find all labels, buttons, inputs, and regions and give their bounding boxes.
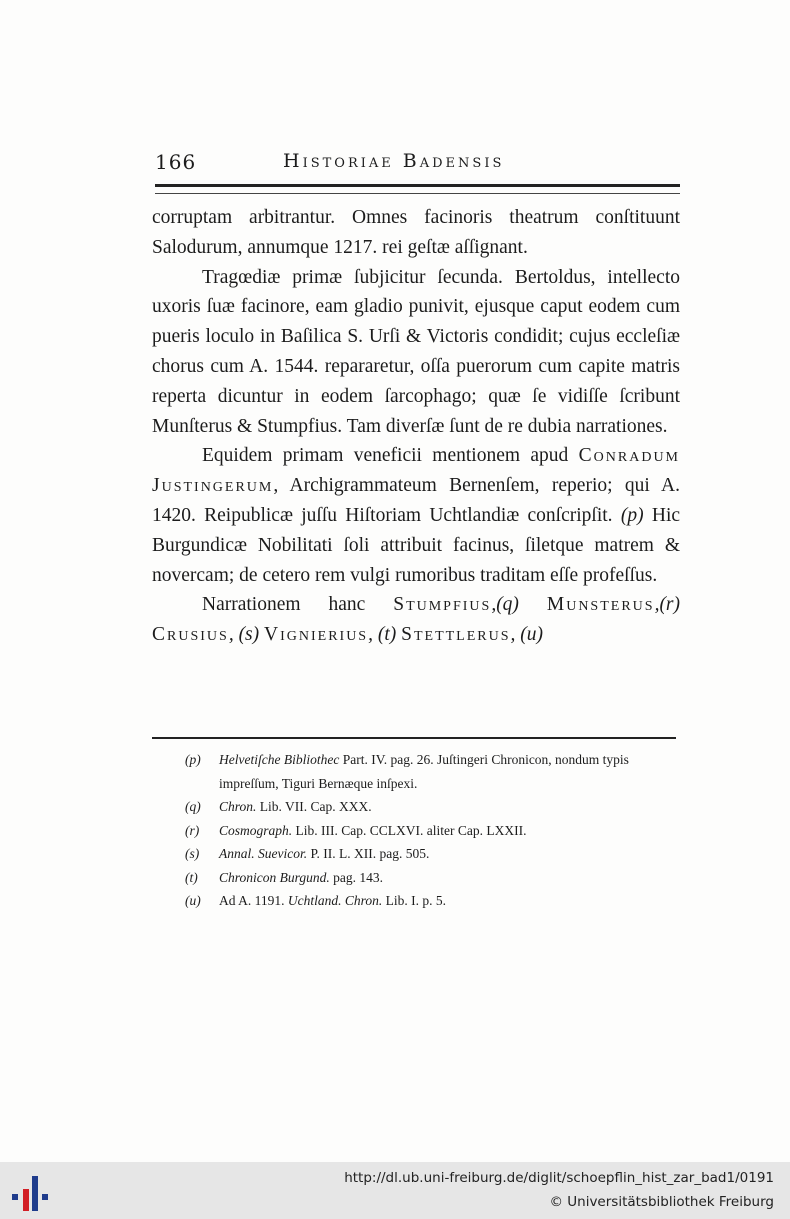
- paragraph-continuation: corruptam arbitrantur. Omnes facinoris theatrum conſtituunt Salodurum, annumque 1217. rei geſtæ aſſignant.: [152, 207, 680, 258]
- paragraph-narrationem: [152, 590, 680, 650]
- paragraph-text: , Archigrammateum Bernenſem, reperio; qui A. 1420. Reipublicæ juſſu Hiſtoriam Uchtlandiæ conſcripſit.: [152, 475, 680, 526]
- author-name: Vignierius: [264, 624, 369, 646]
- footnote-text: Part. IV. pag. 26. Juſtingeri Chronicon, nondum typis impreſſum, Tiguri Bernæque inſpexi.: [219, 752, 629, 791]
- footnote-mark: (t): [185, 869, 198, 885]
- paragraph-text: Hic Burgundicæ Nobilitati ſoli attribuit facinus, ſiletque matrem & novercam; de cetero rem vulgi rumoribus traditam eſſe profeſſus.: [152, 504, 681, 586]
- paragraph-equidem: [152, 441, 680, 590]
- footnote-reference: , (t): [368, 624, 397, 646]
- footnote-reference: ,(q): [491, 594, 519, 616]
- footnote-title: Uchtland. Chron.: [287, 893, 383, 908]
- footnote-mark: (q): [185, 799, 201, 814]
- page-header: [155, 150, 680, 180]
- footnote-q: [185, 795, 685, 819]
- permalink-url[interactable]: http://dl.ub.uni-freiburg.de/diglit/schoepflin_hist_zar_bad1/0191: [344, 1170, 774, 1186]
- footnote-p: [185, 748, 685, 795]
- footnote-mark: (u): [185, 893, 201, 908]
- paragraph-text: Equidem primam veneficii mentionem apud: [202, 445, 569, 467]
- footnote-title: Chron.: [219, 799, 257, 814]
- footnote-u: [185, 889, 685, 913]
- copyright-text: © Universitätsbibliothek Freiburg: [549, 1194, 774, 1210]
- logo-bar-left: [12, 1194, 18, 1200]
- footnote-title: Cosmograph.: [219, 822, 293, 838]
- logo-bar-right: [42, 1194, 48, 1200]
- footnote-text: Lib. III. Cap. CCLXVI. aliter Cap. LXXII.: [295, 822, 527, 838]
- logo-bar-red: [23, 1189, 29, 1211]
- paragraph-tragoedia: Tragœdiæ primæ ſubjicitur ſecunda. Bertoldus, intellecto uxoris ſuæ facinore, eam gladio punivit, ejusque caput eodem cum pueris loculo in Baſilica S. Urſi & Victoris condidit; cujus eccleſiæ chorus cum A. 1544. repararetur, oſſa puerorum cum capite matris reperta dicuntur in eodem ſarcophago; quæ ſe vidiſſe ſcribunt Munſterus & Stumpfius. Tam diverſæ ſunt de re dubia narrationes.: [152, 266, 680, 437]
- footnote-text: Lib. I. p. 5.: [385, 893, 447, 908]
- author-name: Munsterus: [546, 594, 655, 616]
- footnotes: [185, 748, 685, 913]
- footnote-rule: [152, 737, 676, 739]
- ub-freiburg-logo-icon[interactable]: [10, 1172, 50, 1214]
- footnote-text: pag. 143.: [333, 869, 383, 885]
- paragraph-text: Narrationem hanc: [202, 594, 366, 616]
- header-rule: [155, 184, 680, 194]
- main-text: [152, 203, 680, 650]
- footnote-text: P. II. L. XII. pag. 505.: [310, 846, 430, 861]
- author-name: Conradum Justingerum: [152, 445, 681, 497]
- footnote-title: Chronicon Burgund.: [219, 869, 330, 885]
- footnote-mark: (p): [185, 752, 201, 767]
- author-name: Crusius: [152, 624, 229, 646]
- page-number: 166: [155, 150, 197, 174]
- footnote-reference: , (s): [228, 624, 260, 646]
- author-name: Stumpfius: [393, 594, 492, 616]
- footnote-title: Annal. Suevicor.: [219, 846, 308, 861]
- viewer-footer: [0, 1162, 790, 1219]
- footnote-mark: (s): [185, 846, 200, 861]
- footnote-r: [185, 819, 685, 843]
- running-title: Historiae Badensis: [283, 150, 505, 172]
- footnote-text: Lib. VII. Cap. XXX.: [259, 799, 372, 814]
- footnote-reference: , (u): [510, 624, 544, 646]
- footnote-t: [185, 866, 685, 890]
- footnote-mark: (r): [185, 822, 200, 838]
- footnote-text: Ad A. 1191.: [219, 893, 285, 908]
- author-name: Stettlerus: [401, 624, 511, 646]
- footnote-title: Helvetiſche Bibliothec: [219, 752, 340, 767]
- footnote-reference: ,(r): [654, 594, 681, 616]
- footnote-s: [185, 842, 685, 866]
- logo-bar-blue: [32, 1176, 38, 1211]
- footnote-reference: (p): [620, 504, 644, 526]
